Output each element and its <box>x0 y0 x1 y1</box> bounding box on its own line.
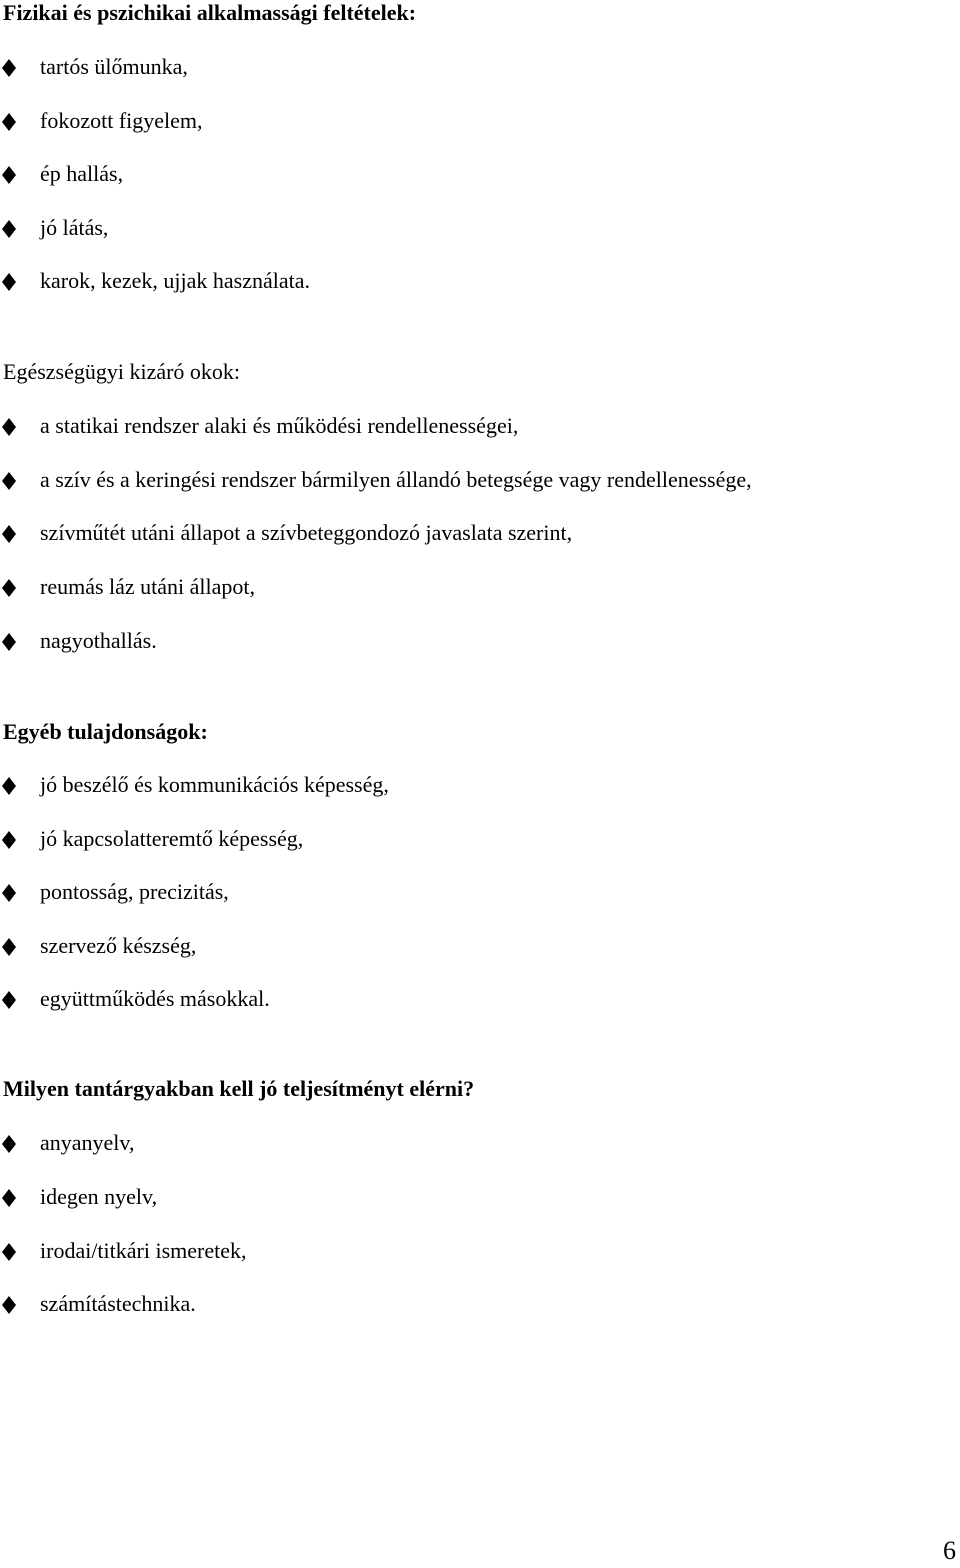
diamond-bullet-icon <box>0 1295 18 1315</box>
list-item-text: a szív és a keringési rendszer bármilyen állandó betegsége vagy rendellenessége, <box>40 467 752 492</box>
list-item-text: karok, kezek, ujjak használata. <box>40 268 310 293</box>
list-item-text: idegen nyelv, <box>40 1184 158 1209</box>
diamond-bullet-icon <box>0 937 18 957</box>
list-item-text: jó kapcsolatteremtő képesség, <box>40 826 304 851</box>
section-heading-other-traits: Egyéb tulajdonságok: <box>3 719 208 744</box>
diamond-bullet-icon <box>0 990 18 1010</box>
diamond-bullet-icon <box>0 1134 18 1154</box>
list-item-text: nagyothallás. <box>40 628 157 653</box>
diamond-bullet-icon <box>0 417 18 437</box>
diamond-bullet-icon <box>0 776 18 796</box>
list-item-text: anyanyelv, <box>40 1130 135 1155</box>
diamond-bullet-icon <box>0 165 18 185</box>
page-number: 6 <box>943 1536 956 1565</box>
list-item-text: pontosság, precizitás, <box>40 879 229 904</box>
section-heading-physical: Fizikai és pszichikai alkalmassági feltételek: <box>3 0 417 25</box>
section-heading-exclusions: Egészségügyi kizáró okok: <box>3 359 241 384</box>
diamond-bullet-icon <box>0 1242 18 1262</box>
list-item-text: tartós ülőmunka, <box>40 54 188 79</box>
diamond-bullet-icon <box>0 112 18 132</box>
diamond-bullet-icon <box>0 883 18 903</box>
list-item-text: reumás láz utáni állapot, <box>40 574 256 599</box>
list-item-text: fokozott figyelem, <box>40 108 203 133</box>
diamond-bullet-icon <box>0 471 18 491</box>
list-item-text: számítástechnika. <box>40 1291 196 1316</box>
diamond-bullet-icon <box>0 524 18 544</box>
list-item-text: szívműtét utáni állapot a szívbeteggondozó javaslata szerint, <box>40 520 573 545</box>
list-item-text: szervező készség, <box>40 933 197 958</box>
diamond-bullet-icon <box>0 632 18 652</box>
list-item-text: együttműködés másokkal. <box>40 986 270 1011</box>
list-item-text: a statikai rendszer alaki és működési rendellenességei, <box>40 413 519 438</box>
diamond-bullet-icon <box>0 272 18 292</box>
diamond-bullet-icon <box>0 578 18 598</box>
section-heading-subjects: Milyen tantárgyakban kell jó teljesítményt elérni? <box>3 1076 475 1101</box>
diamond-bullet-icon <box>0 58 18 78</box>
diamond-bullet-icon <box>0 219 18 239</box>
diamond-bullet-icon <box>0 830 18 850</box>
list-item-text: ép hallás, <box>40 161 124 186</box>
list-item-text: irodai/titkári ismeretek, <box>40 1238 247 1263</box>
diamond-bullet-icon <box>0 1188 18 1208</box>
list-item-text: jó beszélő és kommunikációs képesség, <box>40 772 389 797</box>
list-item-text: jó látás, <box>40 215 109 240</box>
